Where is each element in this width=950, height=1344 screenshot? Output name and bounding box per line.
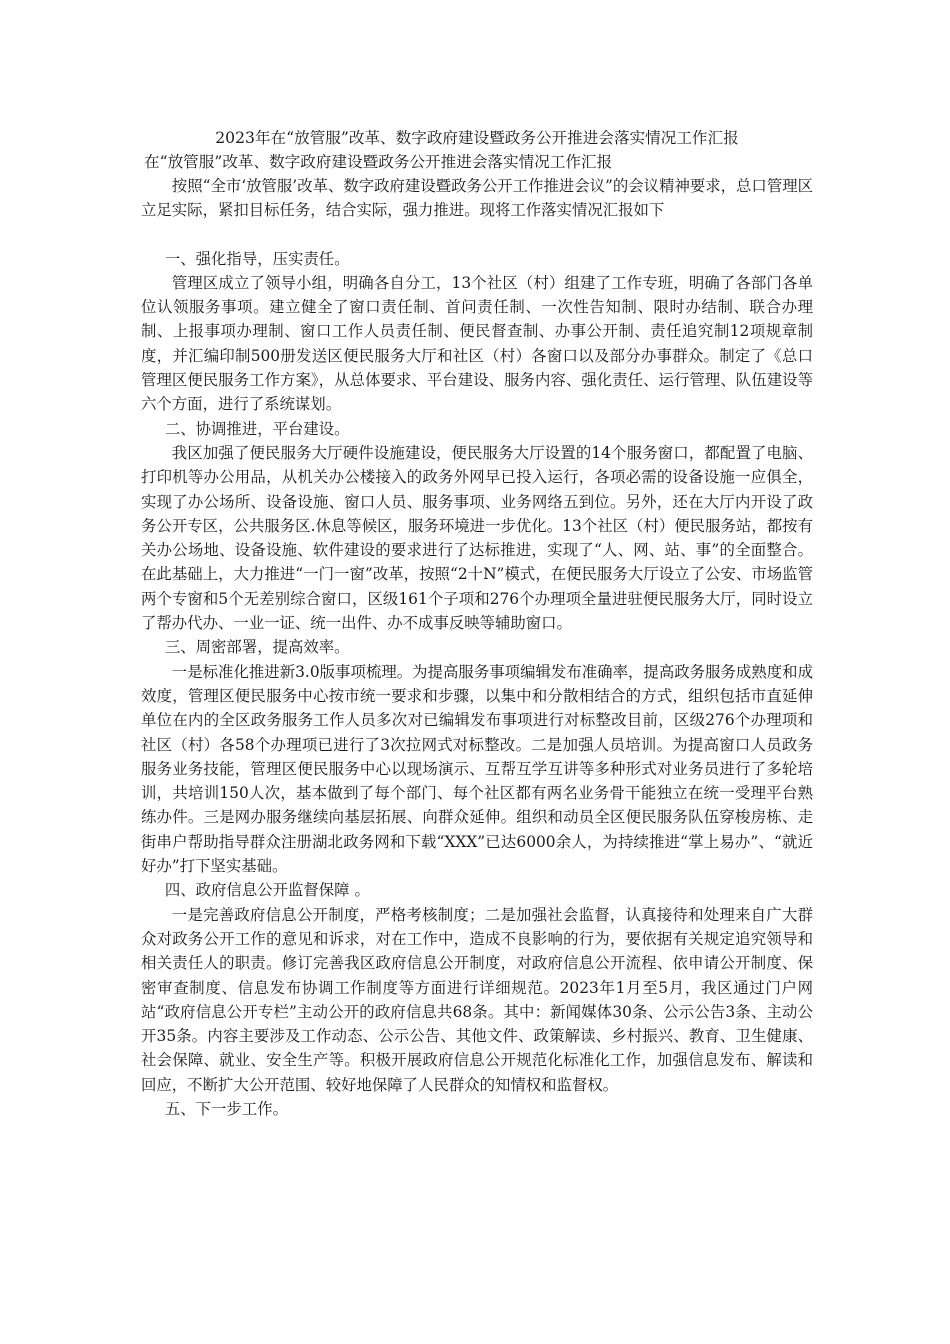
section-3-body: 一是标准化推进新3.0版事项梳理。为提高服务事项编辑发布准确率，提高政务服务成熟度和成效度，管理区便民服务中心按市统一要求和步骤，以集中和分散相结合的方式，组织包括市直延伸单位在内的全区政务服务工作人员多次对已编辑发布事项进行对标整改目前，区级276个办理项和社区（村）各58个办理项已进行了3次拉网式对标整改。二是加强人员培训。为提高窗口人员政务服务业务技能，管理区便民服务中心以现场演示、互帮互学互讲等多种形式对业务员进行了多轮培训，共培训150人次，基本做到了每个部门、每个社区都有两名业务骨干能独立在统一受理平台熟练办件。三是网办服务继续向基层拓展、向群众延伸。组织和动员全区便民服务队伍穿梭房栋、走街串户帮助指导群众注册湖北政务网和下载“XXX”已达6000余人，为持续推进“掌上易办”、“就近好办”打下坚实基础。 <box>141 662 813 876</box>
section-1-body: 管理区成立了领导小组，明确各自分工，13个社区（村）组建了工作专班，明确了各部门各单位认领服务事项。建立健全了窗口责任制、首问责任制、一次性告知制、限时办结制、联合办理制、上报事项办理制、窗口工作人员责任制、便民督查制、办事公开制、责任追究制12项规章制度，并汇编印制500册发送区便民服务大厅和社区（村）各窗口以及部分办事群众。制定了《总口管理区便民服务工作方案》，从总体要求、平台建设、服务内容、强化责任、运行管理、队伍建设等六个方面，进行了系统谋划。 <box>141 273 813 414</box>
section-1-heading: 一、强化指导，压实责任。 <box>164 249 350 268</box>
intro-paragraph: 按照“全市‘放管服’改革、数字政府建设暨政务公开工作推进会议”的会议精神要求，总口管理区立足实际，紧扣目标任务，结合实际，强力推进。现将工作落实情况汇报如下 <box>141 177 813 220</box>
section-4-body: 一是完善政府信息公开制度，严格考核制度；二是加强社会监督，认真接待和处理来自广大群众对政务公开工作的意见和诉求，对在工作中，造成不良影响的行为，要依据有关规定追究领导和相关责任人的职责。修订完善我区政府信息公开制度，对政府信息公开流程、依申请公开制度、保密审查制度、信息发布协调工作制度等方面进行详细规范。2023年1月至5月，我区通过门户网站“政府信息公开专栏”主动公开的政府信息共68条。其中：新闻媒体30条、公示公告3条、主动公开35条。内容主要涉及工作动态、公示公告、其他文件、政策解读、乡村振兴、教育、卫生健康、社会保障、就业、安全生产等。积极开展政府信息公开规范化标准化工作，加强信息发布、解读和回应，不断扩大公开范围、较好地保障了人民群众的知情权和监督权。 <box>141 905 813 1094</box>
section-4-heading: 四、政府信息公开监督保障 。 <box>164 881 370 900</box>
section-5-heading: 五、下一步工作。 <box>164 1099 288 1118</box>
document-title: 2023年在“放管服”改革、数字政府建设暨政务公开推进会落实情况工作汇报 <box>215 129 739 147</box>
section-3-heading: 三、周密部署，提高效率。 <box>164 638 350 657</box>
document-page <box>141 126 813 1121</box>
document-subtitle: 在“放管服”改革、数字政府建设暨政务公开推进会落实情况工作汇报 <box>144 153 613 171</box>
section-2-body: 我区加强了便民服务大厅硬件设施建设，便民服务大厅设置的14个服务窗口，都配置了电脑、打印机等办公用品，从机关办公楼接入的政务外网早已投入运行，各项必需的设备设施一应俱全，实现了办公场所、设备设施、窗口人员、服务事项、业务网络五到位。另外，还在大厅内开设了政务公开专区，公共服务区.休息等候区，服务环境进一步优化。13个社区（村）便民服务站，都按有关办公场地、设备设施、软件建设的要求进行了达标推进，实现了“人、网、站、事”的全面整合。在此基础上，大力推进“一门一窗”改革，按照“2十N”模式，在便民服务大厅设立了公安、市场监管两个专窗和5个无差别综合窗口，区级161个子项和276个办理项全量进驻便民服务大厅，同时设立了帮办代办、一业一证、统一出件、办不成事反映等辅助窗口。 <box>141 443 813 633</box>
section-2-heading: 二、协调推进，平台建设。 <box>164 419 350 438</box>
